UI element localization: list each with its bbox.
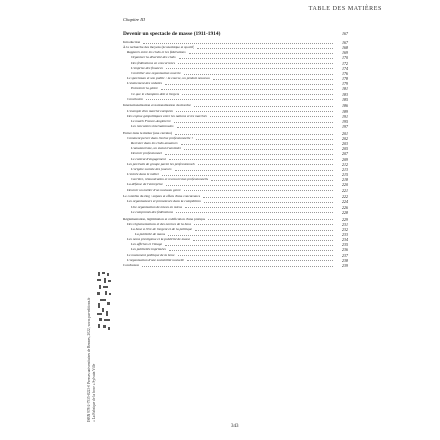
toc-entry-page: 201 bbox=[342, 130, 348, 136]
toc-entry-page: 168 bbox=[342, 45, 348, 51]
dot-leader bbox=[176, 111, 333, 112]
dot-leader bbox=[181, 144, 333, 145]
toc-entry-page: 235 bbox=[342, 242, 348, 248]
toc-entry-page: 237 bbox=[342, 252, 348, 258]
toc-entry-page: 205 bbox=[342, 146, 348, 152]
dot-leader bbox=[174, 122, 333, 123]
toc-entry-title: Organiser la diversité des clubs bbox=[131, 55, 176, 60]
toc-entry-page: 221 bbox=[342, 187, 348, 193]
toc-entry-page: 229 bbox=[342, 216, 348, 222]
toc-entry-title: Le monument politique de la boxe bbox=[127, 252, 175, 257]
dot-leader bbox=[194, 106, 333, 107]
toc-entry-page: 218 bbox=[342, 177, 348, 183]
chapter-label: Chapitre III bbox=[123, 17, 145, 22]
toc-entry-page: 231 bbox=[342, 221, 348, 227]
dot-leader bbox=[165, 84, 333, 85]
dot-leader bbox=[165, 154, 333, 155]
copyright-sidebar bbox=[78, 242, 96, 422]
toc-entry-title: Conclusion bbox=[123, 262, 139, 267]
dot-leader bbox=[197, 48, 333, 49]
toc-entry-page: 209 bbox=[342, 156, 348, 162]
toc-entry-page: 228 bbox=[342, 209, 348, 215]
dot-leader bbox=[210, 116, 333, 117]
toc-entry-page: 170 bbox=[342, 55, 348, 61]
toc-entry-title: L'entrée dans le métier bbox=[127, 172, 160, 177]
page-number: 343 bbox=[231, 424, 239, 429]
dot-leader bbox=[184, 149, 333, 150]
toc-entry-page: 191 bbox=[342, 113, 348, 119]
toc-entry-page: 238 bbox=[342, 257, 348, 263]
toc-entry-title: Le sportsman et son public : la course, un produit nouveau bbox=[127, 76, 210, 81]
chapter-title-row bbox=[123, 31, 348, 37]
toc-entry-page: 220 bbox=[342, 182, 348, 188]
toc-entry-title: Internationalisation et nationalisation du marché bbox=[123, 103, 191, 108]
dot-leader bbox=[182, 94, 333, 95]
toc-entry-title: À la recherche des moyens (économique et sportif) bbox=[123, 45, 195, 50]
toc-entry-title: L'emprise des finances bbox=[131, 65, 163, 70]
toc-entry-page: 213 bbox=[342, 166, 348, 172]
toc-entry-title: Une organisation de mieux en mieux bbox=[131, 204, 183, 209]
toc-entry-title: Devenir un métier d'un nouveau genre bbox=[127, 187, 181, 192]
dot-leader bbox=[193, 240, 333, 241]
copyright-line: « La Fabrique de la boxe » Sylvain Ville bbox=[92, 363, 96, 422]
toc-entry-title: Des fédérations en concurrence bbox=[131, 60, 176, 65]
toc-entry-title: Les organisateurs et promoteurs dans la compétition bbox=[127, 199, 201, 204]
toc-entry-title: La publicité de masse bbox=[135, 232, 166, 236]
dot-leader bbox=[176, 212, 333, 213]
toc-entry-page: 234 bbox=[342, 237, 348, 243]
toc-entry-title: L'amateurisme, un statut transitoire bbox=[131, 146, 182, 151]
toc-entry-page: 226 bbox=[342, 204, 348, 210]
toc-entry-title: Les publicités imprimées bbox=[131, 247, 166, 252]
dot-leader bbox=[175, 134, 333, 135]
toc-entry-page: 179 bbox=[342, 81, 348, 87]
toc-entry bbox=[123, 263, 348, 268]
dot-leader bbox=[162, 175, 333, 176]
toc-entry-title: Le compromis des fédérations bbox=[131, 209, 173, 214]
toc-entry-page: 195 bbox=[342, 118, 348, 124]
running-header: TABLE DES MATIÈRES bbox=[308, 6, 382, 12]
toc-entry-page: 222 bbox=[342, 194, 348, 200]
dot-leader bbox=[184, 190, 333, 191]
dot-leader bbox=[161, 89, 333, 90]
toc-entry-page: 224 bbox=[342, 199, 348, 205]
dot-leader bbox=[178, 255, 333, 256]
dot-leader bbox=[169, 159, 333, 160]
toc-entry-page: 236 bbox=[342, 247, 348, 253]
dot-leader bbox=[178, 63, 333, 64]
dot-leader bbox=[208, 219, 333, 220]
dot-leader bbox=[169, 250, 333, 251]
toc-entry-page: 174 bbox=[342, 65, 348, 71]
toc-entry-title: Rapports entre les clubs et les fédérations bbox=[127, 50, 186, 55]
publisher-logo bbox=[96, 272, 112, 332]
toc-entry-title: L'organisation d'une sociabilité nouvelle bbox=[127, 257, 185, 262]
dot-leader bbox=[166, 68, 333, 69]
toc-entry-page: 203 bbox=[342, 141, 348, 147]
dot-leader bbox=[165, 245, 333, 246]
toc-entry-page: 215 bbox=[342, 172, 348, 178]
toc-entry-title: Comment percer dans l'arène professionnelle ? bbox=[127, 136, 194, 140]
toc-entry-title: Recruter dans les clubs amateurs bbox=[131, 141, 178, 146]
dot-leader bbox=[211, 180, 333, 181]
toc-entry-page: 181 bbox=[342, 86, 348, 92]
dot-leader bbox=[196, 139, 333, 140]
toc-entry-title: Contrôler une organisation ouverte bbox=[131, 70, 181, 75]
toc-entry-title: L'origine sociale des joueurs bbox=[131, 166, 172, 171]
toc-entry-page: 189 bbox=[342, 108, 348, 114]
toc-entry-page: 207 bbox=[342, 151, 348, 157]
dot-leader bbox=[177, 127, 333, 128]
toc-entry-title: Ce que le champion doit à l'argent bbox=[131, 91, 180, 96]
table-of-contents bbox=[123, 40, 348, 268]
toc-entry-title: Réglementation, légitimation et codification d'une pratique bbox=[123, 216, 206, 221]
toc-entry-page: 232 bbox=[342, 226, 348, 232]
dot-leader bbox=[185, 207, 333, 208]
dot-leader bbox=[184, 74, 333, 75]
toc-entry-title: L'exemple d'un marché européen bbox=[127, 108, 174, 113]
toc-entry-title: La défense de l'entreprise bbox=[127, 182, 163, 187]
toc-entry-page: 233 bbox=[342, 232, 348, 237]
dot-leader bbox=[146, 99, 333, 100]
copyright-line: ISBN 978-2-7535-8223-0 Presses universitaires de Rennes, 2022, www.pur-editions.fr bbox=[87, 297, 91, 422]
dot-leader bbox=[195, 230, 333, 231]
toc-entry-title: Le contrat d'engagement bbox=[131, 156, 166, 161]
toc-entry-page: 239 bbox=[342, 262, 348, 268]
toc-entry-page: 172 bbox=[342, 60, 348, 66]
chapter-title: Devenir un spectacle de masse (1911-1914) bbox=[123, 31, 221, 37]
toc-entry-title: La boxe à l'ère de l'argent et de la politique bbox=[131, 226, 193, 231]
dot-leader bbox=[189, 53, 333, 54]
dot-leader bbox=[203, 197, 333, 198]
dot-leader bbox=[142, 266, 333, 267]
toc-entry-page: 176 bbox=[342, 70, 348, 76]
toc-entry-title: Carrière, rémunération et reconversion professionnelle bbox=[131, 177, 209, 182]
toc-entry-title: Entretenir la gloire bbox=[131, 86, 158, 91]
dot-leader bbox=[143, 43, 333, 44]
dot-leader bbox=[187, 260, 333, 261]
dot-leader bbox=[168, 235, 333, 236]
dot-leader bbox=[175, 170, 333, 171]
toc-entry-page: 202 bbox=[342, 136, 348, 141]
toc-entry-page: 183 bbox=[342, 91, 348, 97]
toc-entry-title: Le match France-Angleterre bbox=[131, 118, 171, 123]
toc-entry-page: 186 bbox=[342, 103, 348, 109]
dot-leader bbox=[204, 202, 333, 203]
toc-entry-title: Les portraits de groupe parmi les professionnels bbox=[127, 161, 195, 166]
dot-leader bbox=[179, 58, 333, 59]
dot-leader bbox=[194, 224, 333, 225]
toc-entry-page: 185 bbox=[342, 96, 348, 102]
toc-entry-page: 212 bbox=[342, 161, 348, 167]
dot-leader bbox=[213, 79, 333, 80]
toc-entry-title: Des réglementations et des normes de la boxe bbox=[127, 221, 192, 226]
toc-entry-page: 167 bbox=[342, 40, 348, 45]
toc-entry-title: Les affiches et l'image bbox=[131, 242, 163, 247]
chapter-page: 167 bbox=[342, 31, 348, 36]
toc-entry-page: 197 bbox=[342, 124, 348, 130]
dot-leader bbox=[166, 185, 333, 186]
toc-entry-title: Conclusion bbox=[127, 96, 143, 101]
toc-entry-title: Introduction bbox=[123, 40, 141, 44]
toc-entry-title: Devenir professionnel bbox=[131, 151, 162, 156]
dot-leader bbox=[198, 164, 333, 165]
toc-entry-title: Des enjeux géopolitiques entre les nations et les marchés bbox=[127, 113, 207, 118]
toc-entry-page: 178 bbox=[342, 76, 348, 82]
toc-entry-title: L'avènement des vedettes bbox=[127, 81, 163, 86]
toc-entry-title: Les rencontres internationales bbox=[131, 124, 174, 129]
toc-entry-title: Entrer dans le métier (une carrière) bbox=[123, 130, 173, 135]
toc-entry-title: Le contrôle du ring : enjeux et effets d'une concurrence bbox=[123, 194, 201, 199]
toc-entry-title: Les noms prestigieux et la publicité de masse bbox=[127, 237, 191, 242]
toc-entry-page: 169 bbox=[342, 50, 348, 56]
